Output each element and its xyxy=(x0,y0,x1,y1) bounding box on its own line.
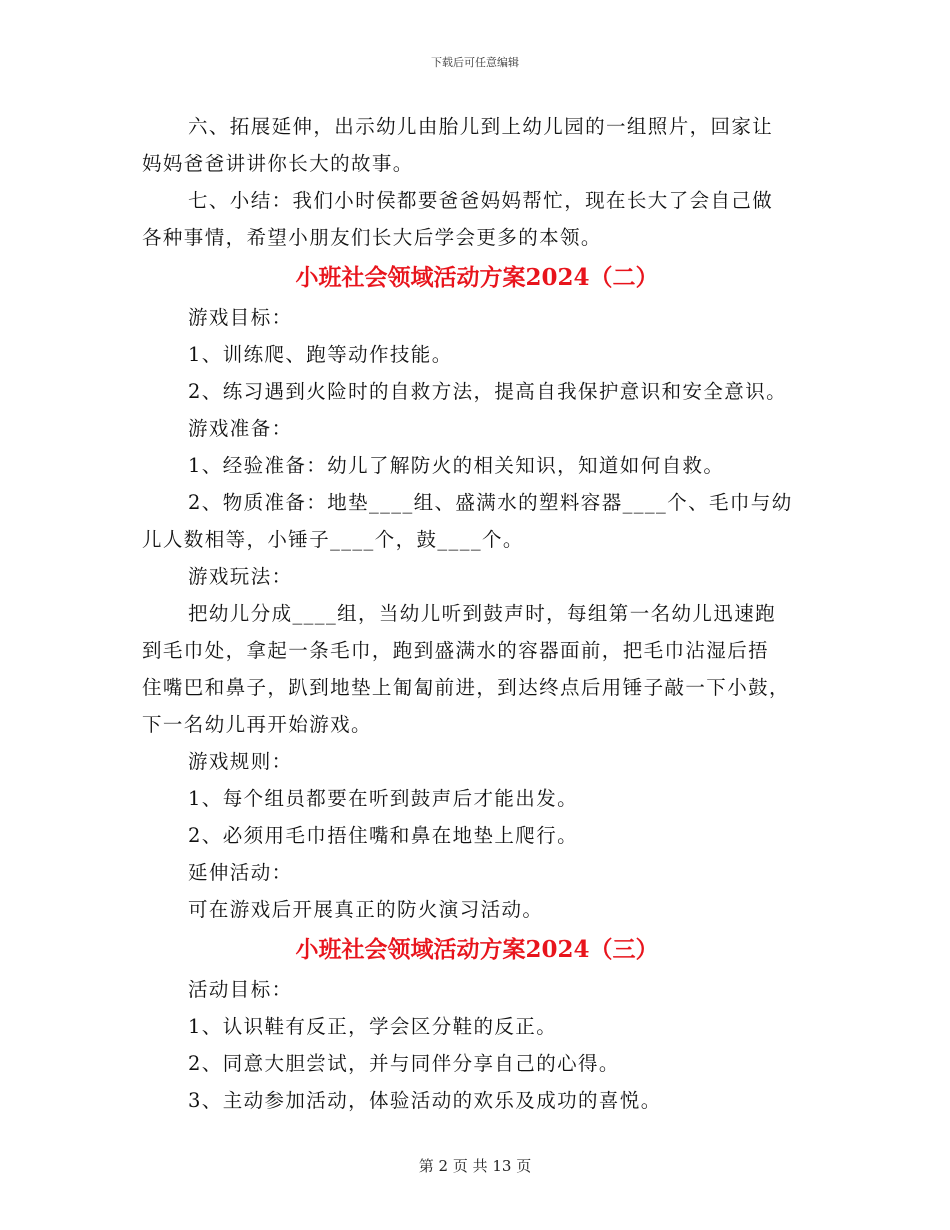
list-item: 2、必须用毛巾捂住嘴和鼻在地垫上爬行。 xyxy=(188,824,579,847)
subheading-game-rules: 游戏规则： xyxy=(188,750,293,773)
subheading-game-play: 游戏玩法： xyxy=(188,565,293,588)
paragraph-line: 可在游戏后开展真正的防火演习活动。 xyxy=(188,898,544,921)
list-item: 1、认识鞋有反正，学会区分鞋的反正。 xyxy=(188,1015,558,1038)
subheading-game-goals: 游戏目标： xyxy=(188,306,293,329)
paragraph-line: 把幼儿分成____组，当幼儿听到鼓声时，每组第一名幼儿迅速跑 xyxy=(188,602,777,625)
paragraph-line: 到毛巾处，拿起一条毛巾，跑到盛满水的容器面前，把毛巾沾湿后捂 xyxy=(142,639,770,662)
list-item: 2、物质准备：地垫____组、盛满水的塑料容器____个、毛巾与幼 xyxy=(188,491,793,514)
page-header: 下载后可任意编辑 xyxy=(431,56,519,69)
list-item: 2、同意大胆尝试，并与同伴分享自己的心得。 xyxy=(188,1052,620,1075)
list-item: 3、主动参加活动，体验活动的欢乐及成功的喜悦。 xyxy=(188,1089,662,1112)
list-item: 1、经验准备：幼儿了解防火的相关知识，知道如何自救。 xyxy=(188,454,725,477)
page-footer: 第 2 页 共 13 页 xyxy=(418,1157,532,1175)
paragraph-line: 下一名幼儿再开始游戏。 xyxy=(142,713,372,736)
section-title-3: 小班社会领域活动方案2024（三） xyxy=(295,936,659,963)
list-item: 1、每个组员都要在听到鼓声后才能出发。 xyxy=(188,787,579,810)
paragraph-line: 各种事情，希望小朋友们长大后学会更多的本领。 xyxy=(142,226,602,249)
list-item-continued: 儿人数相等，小锤子____个，鼓____个。 xyxy=(142,528,524,551)
subheading-extension: 延伸活动： xyxy=(188,861,293,884)
list-item: 1、训练爬、跑等动作技能。 xyxy=(188,343,453,366)
subheading-activity-goals: 活动目标： xyxy=(188,978,293,1001)
section-title-2: 小班社会领域活动方案2024（二） xyxy=(295,264,659,291)
paragraph-line: 七、小结：我们小时侯都要爸爸妈妈帮忙，现在长大了会自己做 xyxy=(188,189,774,212)
paragraph-line: 六、拓展延伸，出示幼儿由胎儿到上幼儿园的一组照片，回家让 xyxy=(188,115,774,138)
paragraph-line: 妈妈爸爸讲讲你长大的故事。 xyxy=(142,152,414,175)
document-body xyxy=(142,108,812,1119)
list-item: 2、练习遇到火险时的自救方法，提高自我保护意识和安全意识。 xyxy=(188,380,788,403)
paragraph-line: 住嘴巴和鼻子，趴到地垫上匍匐前进，到达终点后用锤子敲一下小鼓， xyxy=(142,676,790,699)
subheading-game-prep: 游戏准备： xyxy=(188,417,293,440)
